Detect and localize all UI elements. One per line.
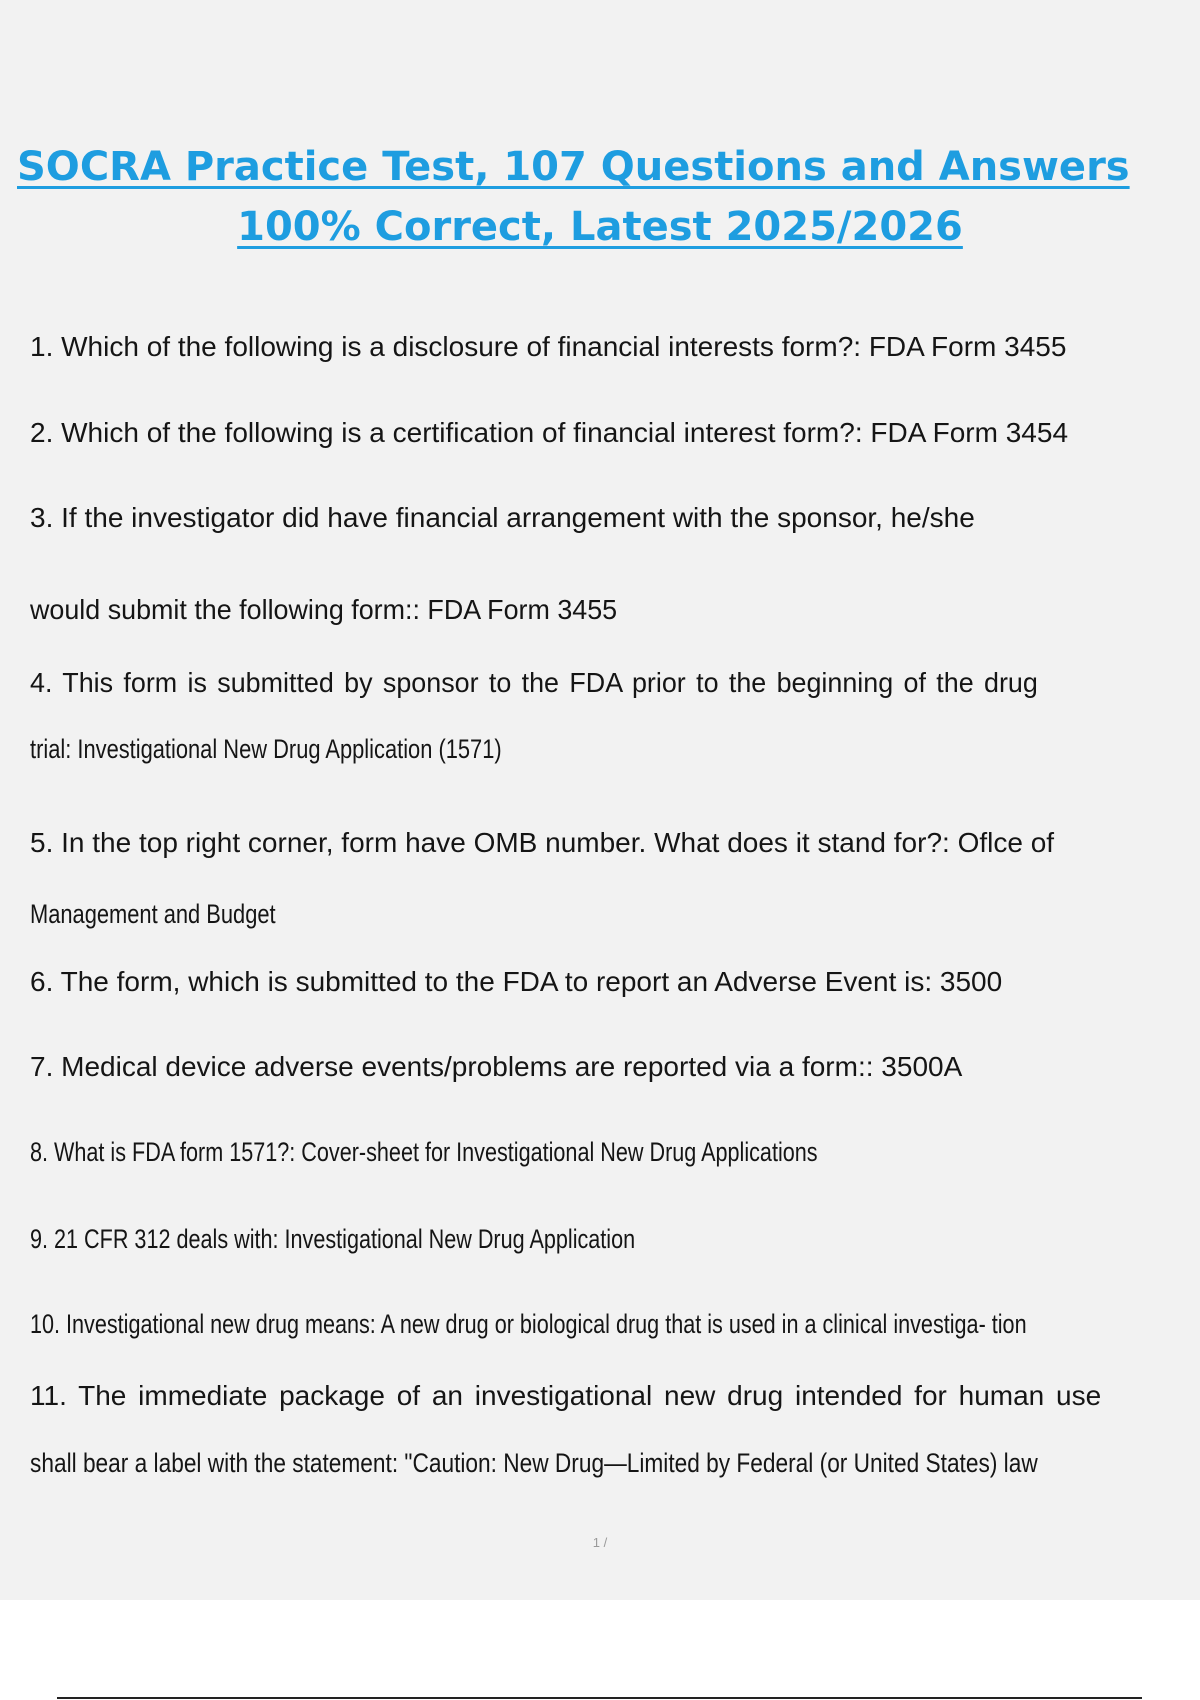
question-5: 5. In the top right corner, form have OMB number. What does it stand for?: Oflce of — [30, 827, 1055, 858]
question-4: 4. This form is submitted by sponsor to the FDA prior to the beginning of the drug — [30, 667, 1038, 698]
question-3: 3. If the investigator did have financial arrangement with the sponsor, he/she — [30, 502, 975, 533]
question-9: 9. 21 CFR 312 deals with: Investigational New Drug Application — [30, 1224, 636, 1254]
title-line-1: SOCRA Practice Test, 107 Questions and Answers — [17, 144, 1130, 190]
question-11-continuation: shall bear a label with the statement: "Caution: New Drug—Limited by Federal (or United States) law — [30, 1448, 1038, 1478]
page-number: 1 / — [592, 1535, 608, 1550]
question-1: 1. Which of the following is a disclosure of financial interests form?: FDA Form 3455 — [30, 331, 1067, 362]
footer-divider — [57, 1697, 1142, 1699]
question-6: 6. The form, which is submitted to the FDA to report an Adverse Event is: 3500 — [30, 966, 1003, 997]
question-3-continuation: would submit the following form:: FDA Form 3455 — [30, 594, 618, 625]
question-7: 7. Medical device adverse events/problems are reported via a form:: 3500A — [30, 1051, 963, 1082]
title-line-2: 100% Correct, Latest 2025/2026 — [237, 204, 963, 250]
question-4-continuation: trial: Investigational New Drug Application (1571) — [30, 734, 502, 764]
question-11: 11. The immediate package of an investigational new drug intended for human use — [30, 1380, 1102, 1411]
question-2: 2. Which of the following is a certification of financial interest form?: FDA Form 3454 — [30, 417, 1069, 448]
question-8: 8. What is FDA form 1571?: Cover-sheet for Investigational New Drug Applications — [30, 1137, 818, 1167]
question-10: 10. Investigational new drug means: A new drug or biological drug that is used in a clinical investiga- tion — [30, 1309, 1027, 1339]
question-5-continuation: Management and Budget — [30, 899, 276, 929]
